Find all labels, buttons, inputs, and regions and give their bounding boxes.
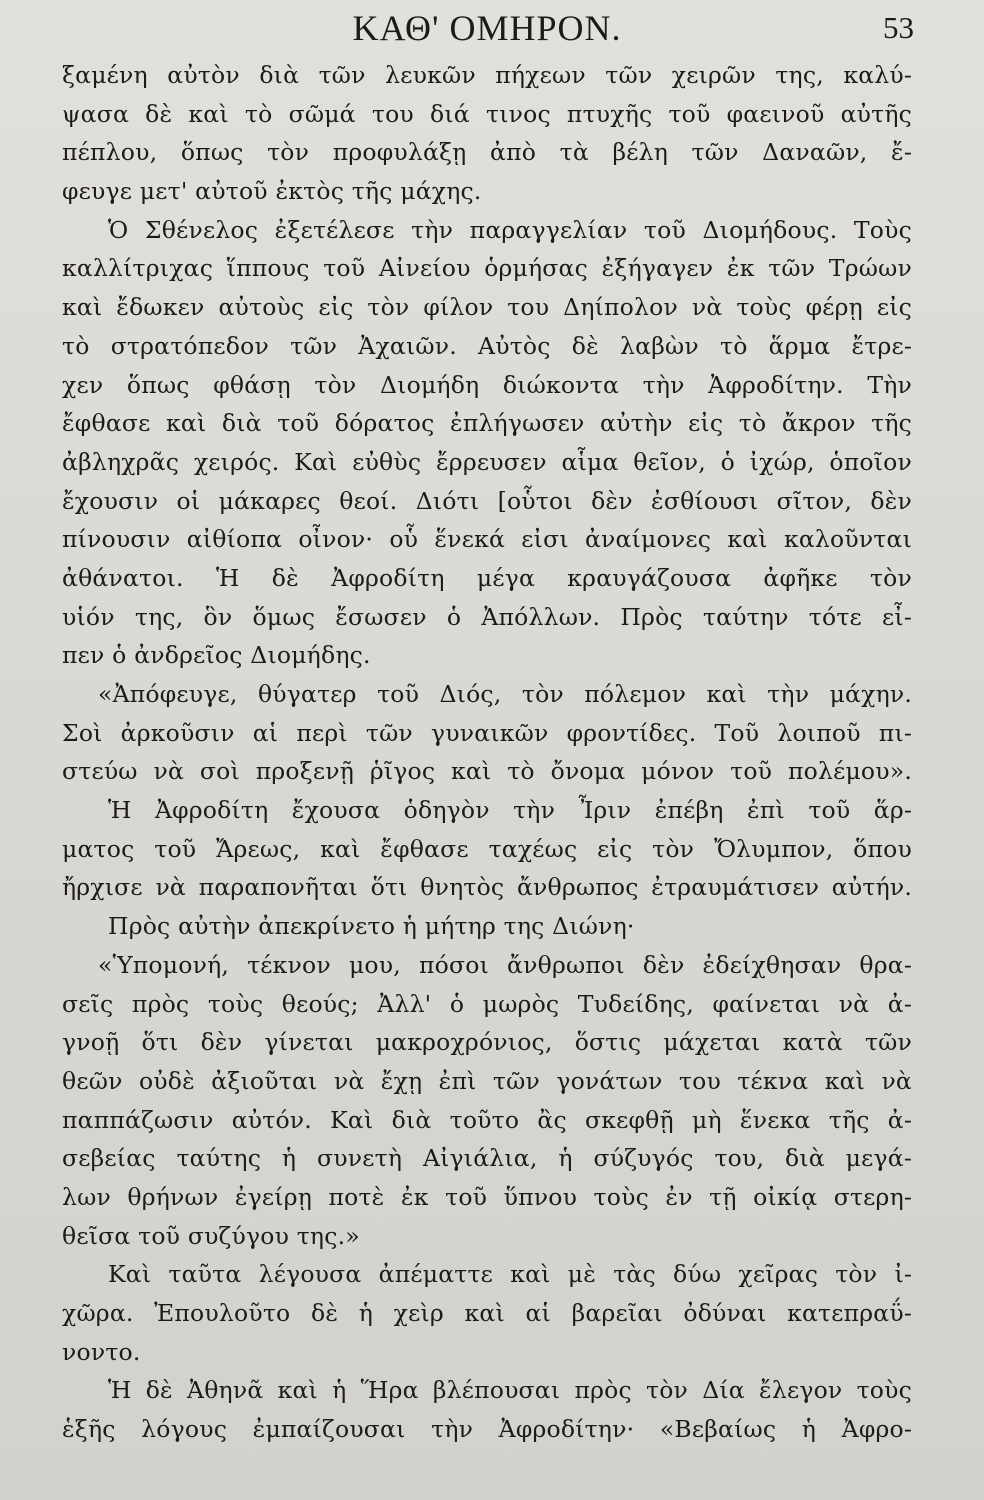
- text-line: στεύω νὰ σοὶ προξενῇ ῥῖγος καὶ τὸ ὄνομα μόνον τοῦ πολέμου».: [62, 757, 912, 786]
- text-line: ξαμένη αὐτὸν διὰ τῶν λευκῶν πήχεων τῶν χειρῶν της, καλύ-: [62, 61, 912, 89]
- text-line: ψασα δὲ καὶ τὸ σῶμά του διά τινος πτυχῆς τοῦ φαεινοῦ αὐτῆς: [62, 99, 912, 128]
- text-line: ἤρχισε νὰ παραπονῆται ὅτι θνητὸς ἄνθρωπος ἐτραυμάτισεν αὐτήν.: [62, 873, 912, 902]
- text-line: θεῶν οὐδὲ ἀξιοῦται νὰ ἔχῃ ἐπὶ τῶν γονάτων του τέκνα καὶ νὰ: [62, 1066, 912, 1095]
- text-line: σεβείας ταύτης ἡ συνετὴ Αἰγιάλια, ἡ σύζυγός του, διὰ μεγά-: [62, 1144, 912, 1173]
- running-title: ΚΑΘ' ΟΜΗΡΟΝ.: [352, 8, 622, 48]
- text-line: νοντο.: [62, 1337, 141, 1366]
- text-line: τὸ στρατόπεδον τῶν Ἀχαιῶν. Αὐτὸς δὲ λαβὼν τὸ ἅρμα ἔτρε-: [62, 331, 912, 360]
- text-line: υἱόν της, ὃν ὅμως ἔσωσεν ὁ Ἀπόλλων. Πρὸς ταύτην τότε εἶ-: [62, 602, 912, 631]
- text-line: χεν ὅπως φθάσῃ τὸν Διομήδη διώκοντα τὴν Ἀφροδίτην. Τὴν: [62, 370, 912, 399]
- page-number: 53: [883, 10, 914, 45]
- text-line: πέπλου, ὅπως τὸν προφυλάξῃ ἀπὸ τὰ βέλη τῶν Δαναῶν, ἔ-: [62, 138, 912, 167]
- text-line: πίνουσιν αἰθίοπα οἶνον· οὗ ἕνεκά εἰσι ἀναίμονες καὶ καλοῦνται: [62, 525, 912, 554]
- body-text: [62, 56, 912, 1449]
- text-line: ἀθάνατοι. Ἡ δὲ Ἀφροδίτη μέγα κραυγάζουσα ἀφῆκε τὸν: [62, 563, 912, 592]
- text-line: ἔχουσιν οἱ μάκαρες θεοί. Διότι [οὗτοι δὲν ἐσθίουσι σῖτον, δὲν: [62, 486, 912, 515]
- text-line: φευγε μετ' αὐτοῦ ἐκτὸς τῆς μάχης.: [62, 177, 482, 206]
- text-line: Καὶ ταῦτα λέγουσα ἀπέματτε καὶ μὲ τὰς δύω χεῖρας τὸν ἰ-: [108, 1260, 912, 1289]
- text-line: θεῖσα τοῦ συζύγου της.»: [62, 1221, 360, 1250]
- text-line: «Ἀπόφευγε, θύγατερ τοῦ Διός, τὸν πόλεμον καὶ τὴν μάχην.: [98, 680, 912, 708]
- text-line: ἑξῆς λόγους ἐμπαίζουσαι τὴν Ἀφροδίτην· «Βεβαίως ἡ Ἀφρο-: [62, 1415, 912, 1444]
- text-line: Ἡ Ἀφροδίτη ἔχουσα ὁδηγὸν τὴν Ἶριν ἐπέβη ἐπὶ τοῦ ἅρ-: [108, 796, 912, 825]
- text-line: παππάζωσιν αὐτόν. Καὶ διὰ τοῦτο ἂς σκεφθῇ μὴ ἕνεκα τῆς ἀ-: [62, 1105, 912, 1134]
- text-line: ἔφθασε καὶ διὰ τοῦ δόρατος ἐπλήγωσεν αὐτὴν εἰς τὸ ἄκρον τῆς: [62, 409, 912, 438]
- text-line: Ἡ δὲ Ἀθηνᾶ καὶ ἡ Ἥρα βλέπουσαι πρὸς τὸν Δία ἔλεγον τοὺς: [108, 1376, 912, 1405]
- text-line: Ὁ Σθένελος ἐξετέλεσε τὴν παραγγελίαν τοῦ Διομήδους. Τοὺς: [108, 215, 912, 244]
- page-header: [60, 6, 914, 50]
- text-line: Σοὶ ἀρκοῦσιν αἱ περὶ τῶν γυναικῶν φροντίδες. Τοῦ λοιποῦ πι-: [62, 718, 912, 747]
- text-line: «Ὑπομονή, τέκνον μου, πόσοι ἄνθρωποι δὲν ἐδείχθησαν θρα-: [98, 950, 912, 979]
- text-line: καλλίτριχας ἵππους τοῦ Αἰνείου ὁρμήσας ἐξήγαγεν ἐκ τῶν Τρώων: [62, 254, 912, 283]
- text-line: χῶρα. Ἐπουλοῦτο δὲ ἡ χεὶρ καὶ αἱ βαρεῖαι ὀδύναι κατεπραΰ-: [62, 1299, 912, 1327]
- text-line: ματος τοῦ Ἄρεως, καὶ ἔφθασε ταχέως εἰς τὸν Ὄλυμπον, ὅπου: [62, 834, 912, 863]
- text-line: Πρὸς αὐτὴν ἀπεκρίνετο ἡ μήτηρ της Διώνη·: [108, 912, 635, 941]
- text-line: ἀβληχρᾶς χειρός. Καὶ εὐθὺς ἔρρευσεν αἷμα θεῖον, ὁ ἰχώρ, ὁποῖον: [62, 447, 912, 476]
- text-line: σεῖς πρὸς τοὺς θεούς; Ἀλλ' ὁ μωρὸς Τυδείδης, φαίνεται νὰ ἀ-: [62, 989, 912, 1018]
- text-line: καὶ ἔδωκεν αὐτοὺς εἰς τὸν φίλον του Δηίπολον νὰ τοὺς φέρῃ εἰς: [62, 293, 912, 322]
- text-line: πεν ὁ ἀνδρεῖος Διομήδης.: [62, 641, 371, 670]
- text-line: γνοῇ ὅτι δὲν γίνεται μακροχρόνιος, ὅστις μάχεται κατὰ τῶν: [62, 1028, 912, 1057]
- text-line: λων θρήνων ἐγείρῃ ποτὲ ἐκ τοῦ ὕπνου τοὺς ἐν τῇ οἰκίᾳ στερη-: [62, 1182, 912, 1211]
